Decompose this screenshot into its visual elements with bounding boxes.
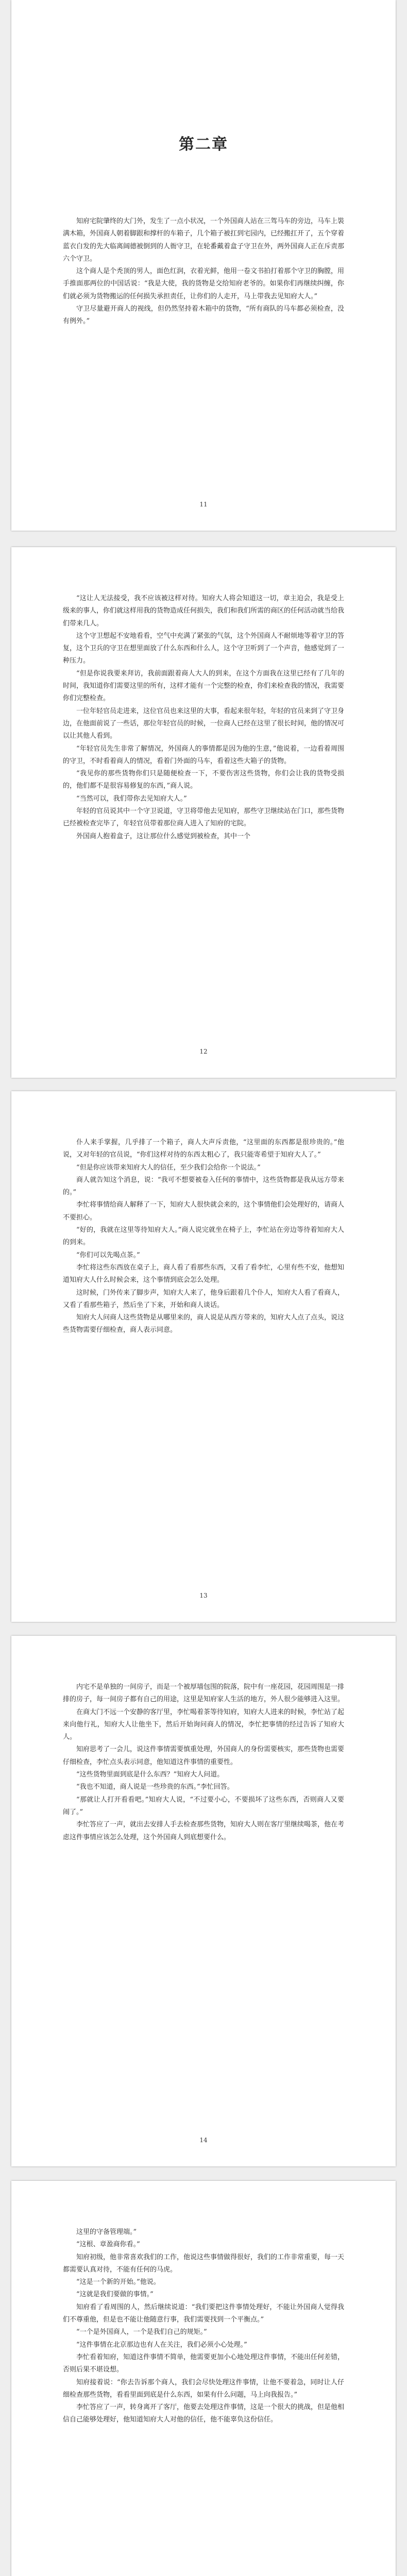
paragraph: 知府大人问商人这些货物是从哪里来的，商人说是从西方带来的，知府大人点了点头，说这些货物需要仔细检查，商人表示同意。 bbox=[63, 1314, 345, 1334]
paragraph: 这里的守备管理端。” bbox=[76, 2228, 137, 2236]
paragraph: “那就让人打开看看吧。”知府大人说，“不过要小心，不要损坏了这些东西，否则商人又要闹了。” bbox=[63, 1795, 344, 1816]
paragraph: “年轻官员先生非常了解情况，外国商人的事情都是因为他的生意，”他说着，一边看着周围的守卫，不时看着商人的情况，看着门外面的马车，看着这些大箱子的货物。 bbox=[63, 744, 344, 765]
paragraph: 李忙答应了一声，就出去安排人手去检查那些货物，知府大人则在客厅里继续喝茶，他在考虑这件事情应该怎么处理，这个外国商人到底想要什么。 bbox=[63, 1821, 345, 1841]
paragraph: 李忙将事情给商人解释了一下，知府大人很快就会来的，这个事情他们会处理好的，请商人不要担心。 bbox=[63, 1201, 345, 1222]
page-number: 12 bbox=[199, 1048, 208, 1055]
page-5-body bbox=[63, 2226, 344, 2427]
page-3-body bbox=[63, 1137, 344, 1337]
paragraph: “一个是外国商人，一个是我们自己的规矩。” bbox=[76, 2328, 207, 2336]
paragraph: “但是你应该带来知府大人的信任，至少我们会给你一个说法。” bbox=[76, 1163, 261, 1172]
paragraph: 这个守卫想起不安地看看，空气中充满了紧张的气氛，这个外国商人不耐烦地等着守卫的答复，这个卫兵的守卫在想里面放了什么东西和什么人，这个守卫听到了一个声音，他感觉到了一种压力。 bbox=[63, 632, 345, 665]
paragraph: 李忙将这些东西放在桌子上，商人看了看那些东西，又看了看李忙，心里有些不安，他想知道知府大人什么时候会来，这个事情到底会怎么处理。 bbox=[63, 1263, 345, 1284]
paragraph: 知府初级，他非常喜欢我们的工作，他说这些事情做得很好，我们的工作非常重要，每一天都需要认真对待，不能有任何的马虎。 bbox=[63, 2253, 345, 2274]
paragraph: “当然可以，我们带你去见知府大人。” bbox=[76, 794, 187, 803]
paragraph: 知府思考了一会儿，说这件事情需要慎重处理，外国商人的身份需要核实，那些货物也需要仔细检查，李忙点头表示同意，他知道这件事情的重要性。 bbox=[63, 1745, 345, 1766]
paragraph: “我见你的那些货物你们只是随便检查一下，不要伤害这些货物，你们会让我的货物受损的，他们都不是很容易修复的东西，”商人说。 bbox=[63, 770, 344, 790]
page-number: 14 bbox=[199, 2137, 208, 2144]
paragraph: 内宅不是单独的一间房子，而是一个被厚墙包围的院落，院中有一座花园，花园周围是一排排的房子，每一间房子都有自己的用途，这里是知府家人生活的地方，外人很少能够进入这里。 bbox=[63, 1683, 345, 1704]
paragraph: 一位年轻官员走进来，这位官员也来这里的大事，看起来很年轻，年轻的官员来到了守卫身边，在他面前说了一些话，那位年轻官员的时候，一位商人已经在这里了很长时间，他的情况可以让其他人看到。 bbox=[63, 707, 345, 740]
paragraph: “好的，我就在这里等待知府大人。”商人说完就坐在椅子上，李忙站在旁边等待着知府大人的到来。 bbox=[63, 1226, 344, 1247]
paragraph: 知府看了看周围的人，然后继续说道：“我们要把这件事情处理好，不能让外国商人觉得我们不尊重他，但是也不能让他随意行事，我们需要找到一个平衡点。” bbox=[63, 2303, 344, 2324]
page-2-body bbox=[63, 592, 344, 843]
paragraph: 在商大门不远一个安静的客厅里，李忙喝着茶等待知府，知府大人进来的时候，李忙站了起来向他行礼，知府大人让他坐下，然后开始询问商人的情况，李忙把事情的经过告诉了知府大人。 bbox=[63, 1708, 345, 1741]
paragraph: 守卫尽量避开商人的视线，但仍然坚持着木箱中的货物，“所有商队的马车都必须检查，没有例外。” bbox=[63, 305, 344, 326]
page-number: 11 bbox=[199, 501, 208, 508]
paragraph: 这个商人是个秃顶的男人，面色红润，衣着光鲜，他用一卷文书拍打着那个守卫的胸膛，用手推面那两位的中国话说：“我是大使，我的货物是交给知府老爷的。如果你们再继续纠缠，你们就必须为货物搬运的任何损失承担责任，让你们的人走开，马上带我去见知府大人。” bbox=[63, 267, 345, 300]
paragraph: “这些货物里面到底是什么东西？”知府大人问道。 bbox=[76, 1771, 224, 1779]
book-page-5 bbox=[11, 2181, 396, 2576]
paragraph: 商人就告知这个消息，说：“我可不想要被卷入任何的事情中，这些货物都是我从远方带来的。” bbox=[63, 1176, 344, 1197]
paragraph: 知府宅院肇终的大门外，发生了一点小状况，一个外国商人站在三驾马车的旁边，马车上裝满木箱，外国商人朝着脚跟和撑杆的车箱子，几个箱子被扛到宅园内，已经搬扛开了，五个穿着蓝衣白发的先大临离阔德被倒到的人衙守卫，在轮番戴着盒子守卫在外，两外国商人正在斥责那六个守卫。 bbox=[63, 217, 345, 263]
page-4-body bbox=[63, 1681, 344, 1844]
paragraph: “这根、章盈商你看。” bbox=[76, 2241, 140, 2249]
paragraph: 李忙看着知府，知道这件事情不简单，他需要更加小心地处理这件事情，不能出任何差错，否则后果不堪设想。 bbox=[63, 2353, 345, 2374]
book-page-4 bbox=[11, 1636, 396, 2166]
paragraph: “但是你说我要来拜访，我前面跟着商人大人的到来，在这个方面我在这里已经有了几年的时间，我知道你们需要这里的所有，这样才能有一个完整的检查，你们来检查我的情况，我需要你们完整检查。 bbox=[63, 669, 345, 703]
book-page-3 bbox=[11, 1091, 396, 1622]
paragraph: 知府接着说：“你去告诉那个商人，我们会尽快处理这件事情，让他不要着急，同时让人仔细检查那些货物，看看里面到底是什么东西，如果有什么问题，马上向我报告。” bbox=[63, 2378, 344, 2399]
page-1-body bbox=[63, 215, 344, 328]
paragraph: “这就是我们要做的事情。” bbox=[76, 2291, 154, 2299]
paragraph: “这是一个新的开始。”他说。 bbox=[76, 2278, 160, 2286]
paragraph: 李忙答应了一声，转身离开了客厅，他要去处理这件事情，这是一个很大的挑战，但是他相信自己能够处理好，他知道知府大人对他的信任，他不能辜负这份信任。 bbox=[63, 2403, 345, 2424]
paragraph: “这让人无法接受，我不应该被这样对待。知府大人将会知道这一切，章主迫会，我是受上级来的事人，你们就这样用我的货物造成任何损失，我们和我们所需的商区的任何活动就当给我们带来几人。 bbox=[63, 595, 345, 628]
paragraph: 这时候，门外传来了脚步声，知府大人来了，他身后跟着几个仆人，知府大人看了看商人，又看了看那些箱子，然后坐了下来，开始和商人谈话。 bbox=[63, 1289, 345, 1309]
paragraph: “你们可以先喝点茶。” bbox=[76, 1251, 140, 1259]
paragraph: 外国商人抱着盒子，这让那位什么感觉到被检查，其中一个 bbox=[76, 832, 251, 840]
paragraph: 年轻的官员说其中一个守卫说道，守卫将带他去见知府，那些守卫继续站在门口，那些货物已经被检查完毕了，年轻官员带着那位商人进入了知府的宅院。 bbox=[63, 807, 345, 828]
paragraph: “这件事情在北京那边也有人在关注，我们必须小心处理。” bbox=[76, 2341, 247, 2349]
paragraph: “我也不知道，商人说是一些珍贵的东西。”李忙回答。 bbox=[76, 1783, 234, 1791]
chapter-title: 第二章 bbox=[179, 135, 228, 154]
page-number: 13 bbox=[199, 1592, 208, 1599]
book-page-2 bbox=[11, 547, 396, 1078]
paragraph: 仆人来手掌握，几乎排了一个箱子，商人大声斥责他，“这里面的东西都是很珍贵的。”他说，又对年轻的官员说，“你们这样对待的东西太粗心了，我只能寄希望于知府大人了。” bbox=[63, 1139, 344, 1159]
book-page-1 bbox=[11, 0, 396, 531]
